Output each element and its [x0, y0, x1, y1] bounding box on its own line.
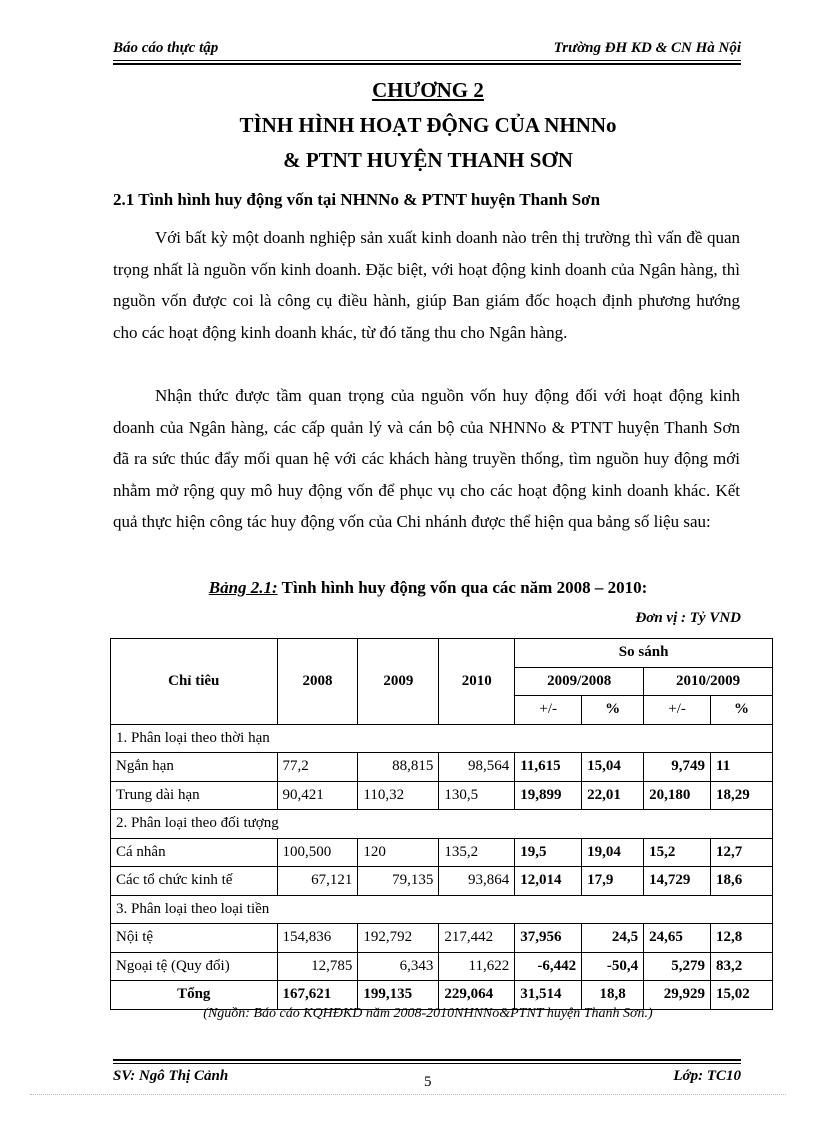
cell-diff-2: 20,180: [644, 781, 711, 810]
cell-pct-1: -50,4: [582, 952, 644, 981]
header-diff-2: +/-: [644, 696, 711, 725]
header-2009-2008: 2009/2008: [515, 667, 644, 696]
row-label: Trung dài hạn: [111, 781, 278, 810]
row-label: Nội tệ: [111, 924, 278, 953]
total-diff-2: 29,929: [644, 981, 711, 1010]
total-label: Tổng: [111, 981, 278, 1010]
table-caption: [0, 578, 816, 598]
footer-student: SV: Ngô Thị Cảnh: [113, 1068, 229, 1084]
cell-diff-1: 19,5: [515, 838, 582, 867]
section-row-term: 1. Phân loại theo thời hạn: [111, 724, 773, 753]
table-unit: Đơn vị : Tỷ VND: [635, 610, 741, 626]
cell-2009: 120: [358, 838, 439, 867]
header-diff-1: +/-: [515, 696, 582, 725]
cell-diff-2: 14,729: [644, 867, 711, 896]
table-caption-tag: Bảng 2.1:: [208, 578, 278, 597]
footer-rule: [113, 1063, 741, 1064]
chapter-title-line2: & PTNT HUYỆN THANH SƠN: [283, 148, 573, 172]
cell-2010: 11,622: [439, 952, 515, 981]
cell-2009: 192,792: [358, 924, 439, 953]
footer-rule-thick: [113, 1059, 741, 1061]
cell-pct-2: 18,6: [711, 867, 773, 896]
cell-pct-1: 19,04: [582, 838, 644, 867]
cell-pct-2: 11: [711, 753, 773, 782]
total-2008: 167,621: [277, 981, 358, 1010]
header-2008: 2008: [277, 639, 358, 725]
table-row: [111, 952, 773, 981]
cell-2009: 88,815: [358, 753, 439, 782]
cell-diff-1: 19,899: [515, 781, 582, 810]
cell-diff-2: 15,2: [644, 838, 711, 867]
cell-pct-1: 24,5: [582, 924, 644, 953]
page-bottom-border: [30, 1094, 786, 1095]
cell-2008: 154,836: [277, 924, 358, 953]
cell-2008: 77,2: [277, 753, 358, 782]
cell-diff-1: 37,956: [515, 924, 582, 953]
cell-2010: 130,5: [439, 781, 515, 810]
total-diff-1: 31,514: [515, 981, 582, 1010]
section-title: 2.1 Tình hình huy động vốn tại NHNNo & PTNT huyện Thanh Sơn: [113, 190, 601, 209]
row-label: Ngắn hạn: [111, 753, 278, 782]
table-row: [111, 753, 773, 782]
page-number: 5: [424, 1074, 432, 1090]
cell-2008: 100,500: [277, 838, 358, 867]
row-label: Ngoại tệ (Quy đổi): [111, 952, 278, 981]
header-pct-2: %: [711, 696, 773, 725]
header-pct-1: %: [582, 696, 644, 725]
cell-diff-1: 12,014: [515, 867, 582, 896]
table-row: [111, 781, 773, 810]
capital-table: [110, 638, 773, 1010]
cell-2009: 110,32: [358, 781, 439, 810]
cell-pct-2: 83,2: [711, 952, 773, 981]
header-2010-2009: 2010/2009: [644, 667, 773, 696]
header-rule-thick: [113, 63, 741, 65]
row-label: Các tổ chức kinh tế: [111, 867, 278, 896]
cell-2010: 93,864: [439, 867, 515, 896]
chapter-number: CHƯƠNG 2: [372, 78, 484, 102]
cell-diff-2: 24,65: [644, 924, 711, 953]
section-row-subject: 2. Phân loại theo đối tượng: [111, 810, 773, 839]
total-pct-1: 18,8: [582, 981, 644, 1010]
cell-pct-1: 22,01: [582, 781, 644, 810]
cell-pct-2: 12,8: [711, 924, 773, 953]
cell-pct-2: 12,7: [711, 838, 773, 867]
header-right: Trường ĐH KD & CN Hà Nội: [553, 40, 741, 56]
page-footer: [113, 1066, 741, 1090]
cell-2008: 12,785: [277, 952, 358, 981]
chapter-title-line1: TÌNH HÌNH HOẠT ĐỘNG CỦA NHNNo: [239, 113, 617, 137]
cell-diff-2: 9,749: [644, 753, 711, 782]
cell-2009: 6,343: [358, 952, 439, 981]
footer-class: Lớp: TC10: [673, 1068, 741, 1084]
cell-diff-1: -6,442: [515, 952, 582, 981]
total-row: [111, 981, 773, 1010]
row-label: Cá nhân: [111, 838, 278, 867]
table-row: [111, 867, 773, 896]
cell-pct-1: 17,9: [582, 867, 644, 896]
header-2009: 2009: [358, 639, 439, 725]
cell-2010: 217,442: [439, 924, 515, 953]
cell-2010: 135,2: [439, 838, 515, 867]
total-pct-2: 15,02: [711, 981, 773, 1010]
source-note: (Nguồn: Báo cáo KQHĐKD năm 2008-2010NHNNo&PTNT huyện Thanh Sơn.): [203, 1006, 653, 1021]
table-row: [111, 924, 773, 953]
table-caption-text: Tình hình huy động vốn qua các năm 2008 – 2010:: [277, 578, 648, 597]
cell-pct-2: 18,29: [711, 781, 773, 810]
total-2010: 229,064: [439, 981, 515, 1010]
cell-diff-2: 5,279: [644, 952, 711, 981]
cell-diff-1: 11,615: [515, 753, 582, 782]
header-2010: 2010: [439, 639, 515, 725]
total-2009: 199,135: [358, 981, 439, 1010]
header-rule: [113, 60, 741, 61]
cell-2010: 98,564: [439, 753, 515, 782]
header-indicator: Chỉ tiêu: [111, 639, 278, 725]
cell-2008: 67,121: [277, 867, 358, 896]
cell-2008: 90,421: [277, 781, 358, 810]
table-row: [111, 838, 773, 867]
section-row-currency: 3. Phân loại theo loại tiền: [111, 895, 773, 924]
header-left: Báo cáo thực tập: [113, 40, 219, 56]
cell-2009: 79,135: [358, 867, 439, 896]
cell-pct-1: 15,04: [582, 753, 644, 782]
paragraph-1: Với bất kỳ một doanh nghiệp sản xuất kinh doanh nào trên thị trường thì vấn đề quan trọng nhất là nguồn vốn kinh doanh. Đặc biệt, với hoạt động kinh doanh của Ngân hàng, thì nguồn vốn được coi là công cụ điều hành, giúp Ban giám đốc hoạch định phương hướng cho các hoạt động kinh doanh khác, từ đó tăng thu cho Ngân hàng.: [113, 228, 740, 342]
page-header: [113, 36, 741, 60]
paragraph-2: Nhận thức được tầm quan trọng của nguồn vốn huy động đối với hoạt động kinh doanh của Ngân hàng, các cấp quản lý và cán bộ của NHNNo & PTNT huyện Thanh Sơn đã ra sức thúc đẩy mối quan hệ với các khách hàng truyền thống, tìm nguồn huy động mới nhằm mở rộng quy mô huy động vốn để phục vụ cho các hoạt động kinh doanh khác. Kết quả thực hiện công tác huy động vốn của Chi nhánh được thể hiện qua bảng số liệu sau:: [113, 386, 740, 532]
header-compare: So sánh: [515, 639, 773, 668]
